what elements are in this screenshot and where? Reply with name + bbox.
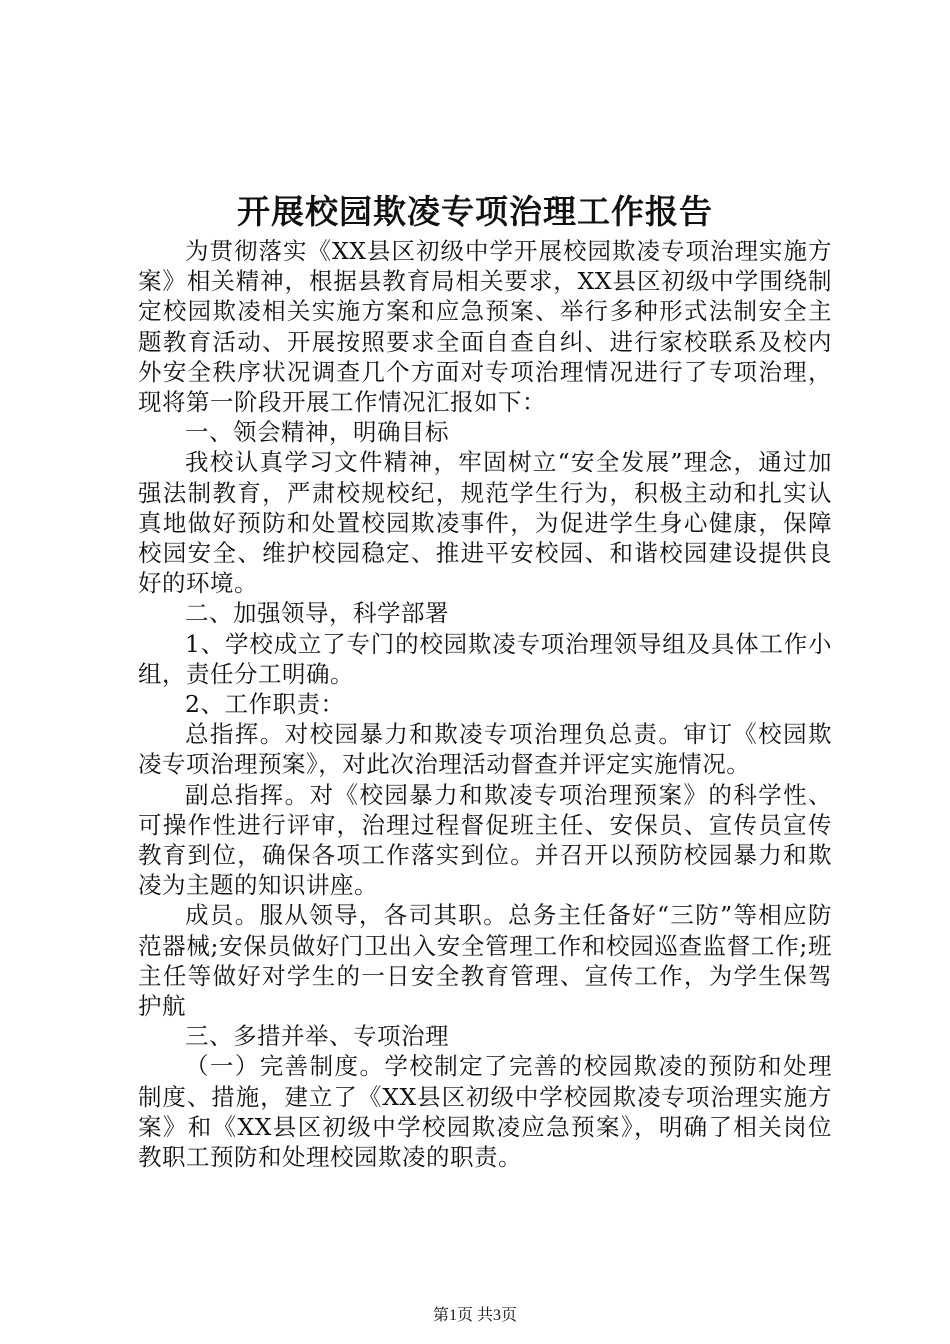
- page-number: 第1页 共3页: [432, 1307, 517, 1324]
- document-title: 开展校园欺凌专项治理工作报告: [237, 192, 713, 231]
- paragraph-system: （一）完善制度。学校制定了完善的校园欺凌的预防和处理制度、措施，建立了《XX县区初级中学校园欺凌专项治理实施方案》和《XX县区初级中学校园欺凌应急预案》，明确了相关岗位教职工预防和处理校园欺凌的职责。: [138, 1052, 832, 1172]
- paragraph-item-1: 1、学校成立了专门的校园欺凌专项治理领导组及具体工作小组，责任分工明确。: [138, 629, 832, 688]
- document-body: [138, 236, 832, 1172]
- paragraph-item-2: 2、工作职责：: [185, 690, 345, 719]
- paragraph-section-1: 我校认真学习文件精神，牢固树立“安全发展”理念，通过加强法制教育，严肃校规校纪，规范学生行为，积极主动和扎实认真地做好预防和处置校园欺凌事件，为促进学生身心健康，保障校园安全、维护校园稳定、推进平安校园、和谐校园建设提供良好的环境。: [138, 448, 832, 598]
- paragraph-intro: 为贯彻落实《XX县区初级中学开展校园欺凌专项治理实施方案》相关精神，根据县教育局相关要求，XX县区初级中学围绕制定校园欺凌相关实施方案和应急预案、举行多种形式法制安全主题教育活动、开展按照要求全面自查自纠、进行家校联系及校内外安全秩序状况调查几个方面对专项治理情况进行了专项治理，现将第一阶段开展工作情况汇报如下：: [138, 237, 832, 417]
- paragraph-deputy-commander: 副总指挥。对《校园暴力和欺凌专项治理预案》的科学性、可操作性进行评审，治理过程督促班主任、安保员、宣传员宣传教育到位，确保各项工作落实到位。并召开以预防校园暴力和欺凌为主题的知识讲座。: [138, 780, 832, 900]
- section-heading-2: 二、加强领导，科学部署: [185, 599, 449, 628]
- section-heading-3: 三、多措并举、专项治理: [185, 1022, 449, 1051]
- paragraph-commander: 总指挥。对校园暴力和欺凌专项治理负总责。审订《校园欺凌专项治理预案》，对此次治理活动督查并评定实施情况。: [138, 720, 832, 779]
- section-heading-1: 一、领会精神，明确目标: [185, 418, 449, 447]
- paragraph-members: 成员。服从领导，各司其职。总务主任备好“三防”等相应防范器械;安保员做好门卫出入安全管理工作和校园巡查监督工作;班主任等做好对学生的一日安全教育管理、宣传工作，为学生保驾护航: [138, 901, 832, 1021]
